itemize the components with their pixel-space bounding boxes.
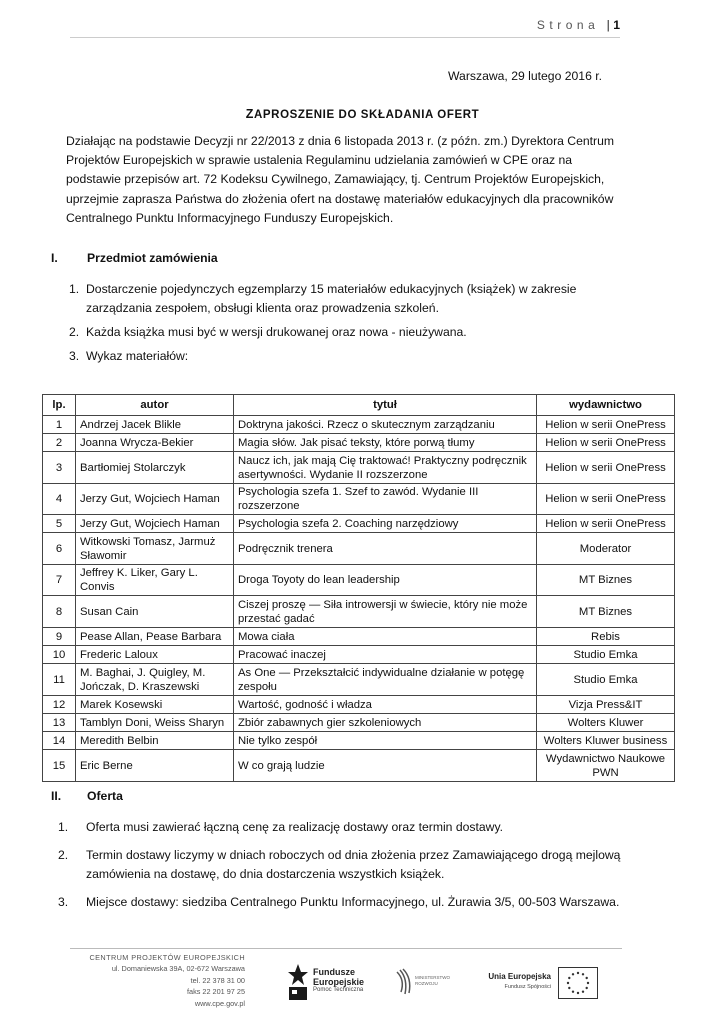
- cell-tytul: Ciszej proszę — Siła introwersji w świecie, który nie może przestać gadać: [234, 596, 537, 628]
- cell-wydawnictwo: MT Biznes: [537, 596, 675, 628]
- table-row: [43, 484, 675, 515]
- cell-tytul: As One — Przekształcić indywidualne działanie w potęgę zespołu: [234, 664, 537, 696]
- eu-fund: Fundusz Spójności: [504, 984, 551, 990]
- table-row: [43, 452, 675, 484]
- page-number: 1: [613, 18, 620, 32]
- section-2-heading: [51, 789, 351, 807]
- cell-lp: 15: [43, 750, 76, 782]
- cell-wydawnictwo: Vizja Press&IT: [537, 696, 675, 714]
- ministry-name: MINISTERSTWO ROZWOJU: [415, 975, 450, 986]
- cell-autor: Jeffrey K. Liker, Gary L. Convis: [76, 565, 234, 596]
- footer-fax: faks 22 201 97 25: [186, 987, 245, 997]
- cell-wydawnictwo: Helion w serii OnePress: [537, 416, 675, 434]
- eu-name: Unia Europejska: [488, 972, 551, 981]
- list-item: [69, 280, 644, 318]
- cell-lp: 7: [43, 565, 76, 596]
- cell-wydawnictwo: Helion w serii OnePress: [537, 434, 675, 452]
- list-item: [58, 893, 643, 913]
- list-item-number: 3.: [69, 349, 80, 363]
- eu-label: [481, 972, 551, 990]
- header-wydawnictwo: wydawnictwo: [537, 395, 675, 416]
- cell-wydawnictwo: Wolters Kluwer business: [537, 732, 675, 750]
- cell-autor: Frederic Laloux: [76, 646, 234, 664]
- footer-org-name: CENTRUM PROJEKTÓW EUROPEJSKICH: [89, 953, 245, 962]
- cell-wydawnictwo: Rebis: [537, 628, 675, 646]
- cell-autor: Jerzy Gut, Wojciech Haman: [76, 515, 234, 533]
- section-1-heading: [51, 251, 351, 269]
- cell-wydawnictwo: Helion w serii OnePress: [537, 484, 675, 515]
- table-row: [43, 750, 675, 782]
- page-separator: |: [606, 18, 610, 32]
- cell-wydawnictwo: Helion w serii OnePress: [537, 515, 675, 533]
- cell-autor: Witkowski Tomasz, Jarmuż Sławomir: [76, 533, 234, 565]
- materials-table: [42, 394, 675, 782]
- cell-tytul: Magia słów. Jak pisać teksty, które porwą tłumy: [234, 434, 537, 452]
- cell-lp: 13: [43, 714, 76, 732]
- table-row: [43, 515, 675, 533]
- cell-wydawnictwo: Studio Emka: [537, 646, 675, 664]
- table-row: [43, 565, 675, 596]
- fundusze-europejskie-logo: [286, 962, 386, 1006]
- footer-phone: tel. 22 378 31 00: [190, 975, 245, 985]
- list-item: [69, 347, 644, 366]
- eu-flag-icon: [558, 967, 598, 999]
- date-line: Warszawa, 29 lutego 2016 r.: [448, 69, 603, 83]
- cell-wydawnictwo: MT Biznes: [537, 565, 675, 596]
- cell-lp: 12: [43, 696, 76, 714]
- header-tytul: tytuł: [234, 395, 537, 416]
- footer-website: www.cpe.gov.pl: [194, 998, 245, 1008]
- cell-lp: 6: [43, 533, 76, 565]
- table-row: [43, 664, 675, 696]
- cell-tytul: Nie tylko zespół: [234, 732, 537, 750]
- table-row: [43, 416, 675, 434]
- cell-lp: 8: [43, 596, 76, 628]
- page-header: [0, 18, 620, 32]
- table-row: [43, 434, 675, 452]
- cell-tytul: Droga Toyoty do lean leadership: [234, 565, 537, 596]
- table-row: [43, 646, 675, 664]
- table-row: [43, 696, 675, 714]
- list-item-text: Każda książka musi być w wersji drukowanej oraz nowa - nieużywana.: [86, 325, 467, 339]
- cell-tytul: Podręcznik trenera: [234, 533, 537, 565]
- cell-autor: M. Baghai, J. Quigley, M. Jończak, D. Kraszewski: [76, 664, 234, 696]
- cell-wydawnictwo: Moderator: [537, 533, 675, 565]
- cell-tytul: Mowa ciała: [234, 628, 537, 646]
- list-item-text: Dostarczenie pojedynczych egzemplarzy 15 materiałów edukacyjnych (książek) w zakresie zarządzania zespołem, obsługi klienta oraz prowadzenia szkoleń.: [86, 282, 577, 315]
- section-1-title: Przedmiot zamówienia: [87, 251, 218, 265]
- header-lp: lp.: [43, 395, 76, 416]
- fe-logo-subtitle: Pomoc Techniczna: [313, 987, 364, 993]
- footer-address: ul. Domaniewska 39A, 02-672 Warszawa: [111, 964, 245, 974]
- list-item-number: 1.: [58, 820, 69, 834]
- cell-tytul: Wartość, godność i władza: [234, 696, 537, 714]
- cell-wydawnictwo: Studio Emka: [537, 664, 675, 696]
- cell-tytul: W co grają ludzie: [234, 750, 537, 782]
- table-header-row: [43, 395, 675, 416]
- cell-lp: 5: [43, 515, 76, 533]
- cell-tytul: Doktryna jakości. Rzecz o skutecznym zarządzaniu: [234, 416, 537, 434]
- list-item-number: 2.: [69, 325, 80, 339]
- cell-tytul: Psychologia szefa 1. Szef to zawód. Wydanie III rozszerzone: [234, 484, 537, 515]
- cell-lp: 3: [43, 452, 76, 484]
- cell-lp: 4: [43, 484, 76, 515]
- cell-autor: Meredith Belbin: [76, 732, 234, 750]
- table-row: [43, 732, 675, 750]
- intro-paragraph: Działając na podstawie Decyzji nr 22/2013 z dnia 6 listopada 2013 r. (z późn. zm.) Dyrektora Centrum Projektów Europejskich w sprawie ustalenia Regulaminu udzielania zamówień w CPE oraz na podstawie przepisów art. 72 Kodeksu Cywilnego, Zamawiający, tj. Centrum Projektów Europejskich, uprzejmie zaprasza Państwa do złożenia ofert na dostawę materiałów edukacyjnych dla pracowników Centralnego Punktu Informacyjnego Funduszy Europejskich.: [66, 134, 615, 225]
- list-item-text: Wykaz materiałów:: [86, 349, 189, 363]
- list-item-text: Miejsce dostawy: siedziba Centralnego Punktu Informacyjnego, ul. Żurawia 3/5, 00-503 Warszawa.: [86, 894, 620, 909]
- cell-lp: 10: [43, 646, 76, 664]
- table-row: [43, 533, 675, 565]
- cell-autor: Jerzy Gut, Wojciech Haman: [76, 484, 234, 515]
- cell-autor: Eric Berne: [76, 750, 234, 782]
- cell-lp: 11: [43, 664, 76, 696]
- cell-autor: Joanna Wrycza-Bekier: [76, 434, 234, 452]
- title-first-letter: Z: [245, 107, 254, 121]
- cell-autor: Tamblyn Doni, Weiss Sharyn: [76, 714, 234, 732]
- section-2-list: [58, 818, 643, 920]
- section-2-title: Oferta: [87, 789, 123, 803]
- list-item-number: 2.: [58, 847, 69, 862]
- cell-autor: Susan Cain: [76, 596, 234, 628]
- section-2-numeral: II.: [51, 789, 62, 803]
- ministry-logo: [395, 966, 465, 1000]
- table-row: [43, 714, 675, 732]
- cell-autor: Bartłomiej Stolarczyk: [76, 452, 234, 484]
- list-item: [58, 818, 643, 838]
- table-row: [43, 596, 675, 628]
- section-1-numeral: I.: [51, 251, 58, 265]
- footer-contact: [60, 952, 245, 1009]
- cell-tytul: Psychologia szefa 2. Coaching narzędziowy: [234, 515, 537, 533]
- list-item-text: Oferta musi zawierać łączną cenę za realizację dostawy oraz termin dostawy.: [86, 820, 504, 834]
- list-item-number: 3.: [58, 894, 69, 909]
- cell-lp: 14: [43, 732, 76, 750]
- cell-autor: Pease Allan, Pease Barbara: [76, 628, 234, 646]
- table-row: [43, 628, 675, 646]
- list-item-number: 1.: [69, 282, 80, 296]
- list-item: [58, 846, 643, 885]
- cell-wydawnictwo: Wydawnictwo Naukowe PWN: [537, 750, 675, 782]
- cell-autor: Andrzej Jacek Blikle: [76, 416, 234, 434]
- fe-star-icon: [286, 962, 310, 1002]
- cell-lp: 9: [43, 628, 76, 646]
- header-autor: autor: [76, 395, 234, 416]
- header-divider: [70, 37, 620, 38]
- cell-tytul: Zbiór zabawnych gier szkoleniowych: [234, 714, 537, 732]
- list-item-text: Termin dostawy liczymy w dniach roboczych od dnia złożenia przez Zamawiającego drogą mejlową zamówienia na dostawę, do dnia dostarczenia wszystkich książek.: [86, 847, 621, 881]
- page-word: Strona: [536, 18, 600, 32]
- fe-logo-line2: Europejskie: [313, 977, 365, 987]
- document-title: [0, 107, 725, 121]
- cell-lp: 2: [43, 434, 76, 452]
- ministry-emblem-icon: [395, 966, 415, 998]
- footer-divider: [70, 948, 622, 949]
- section-1-list: [69, 280, 644, 371]
- fe-logo-line1: Fundusze: [313, 967, 355, 977]
- cell-tytul: Pracować inaczej: [234, 646, 537, 664]
- cell-lp: 1: [43, 416, 76, 434]
- cell-wydawnictwo: Wolters Kluwer: [537, 714, 675, 732]
- title-rest: APROSZENIE DO SKŁADANIA OFERT: [253, 109, 480, 121]
- cell-wydawnictwo: Helion w serii OnePress: [537, 452, 675, 484]
- list-item: [69, 323, 644, 342]
- cell-autor: Marek Kosewski: [76, 696, 234, 714]
- cell-tytul: Naucz ich, jak mają Cię traktować! Praktyczny podręcznik asertywności. Wydanie II rozszerzone: [234, 452, 537, 484]
